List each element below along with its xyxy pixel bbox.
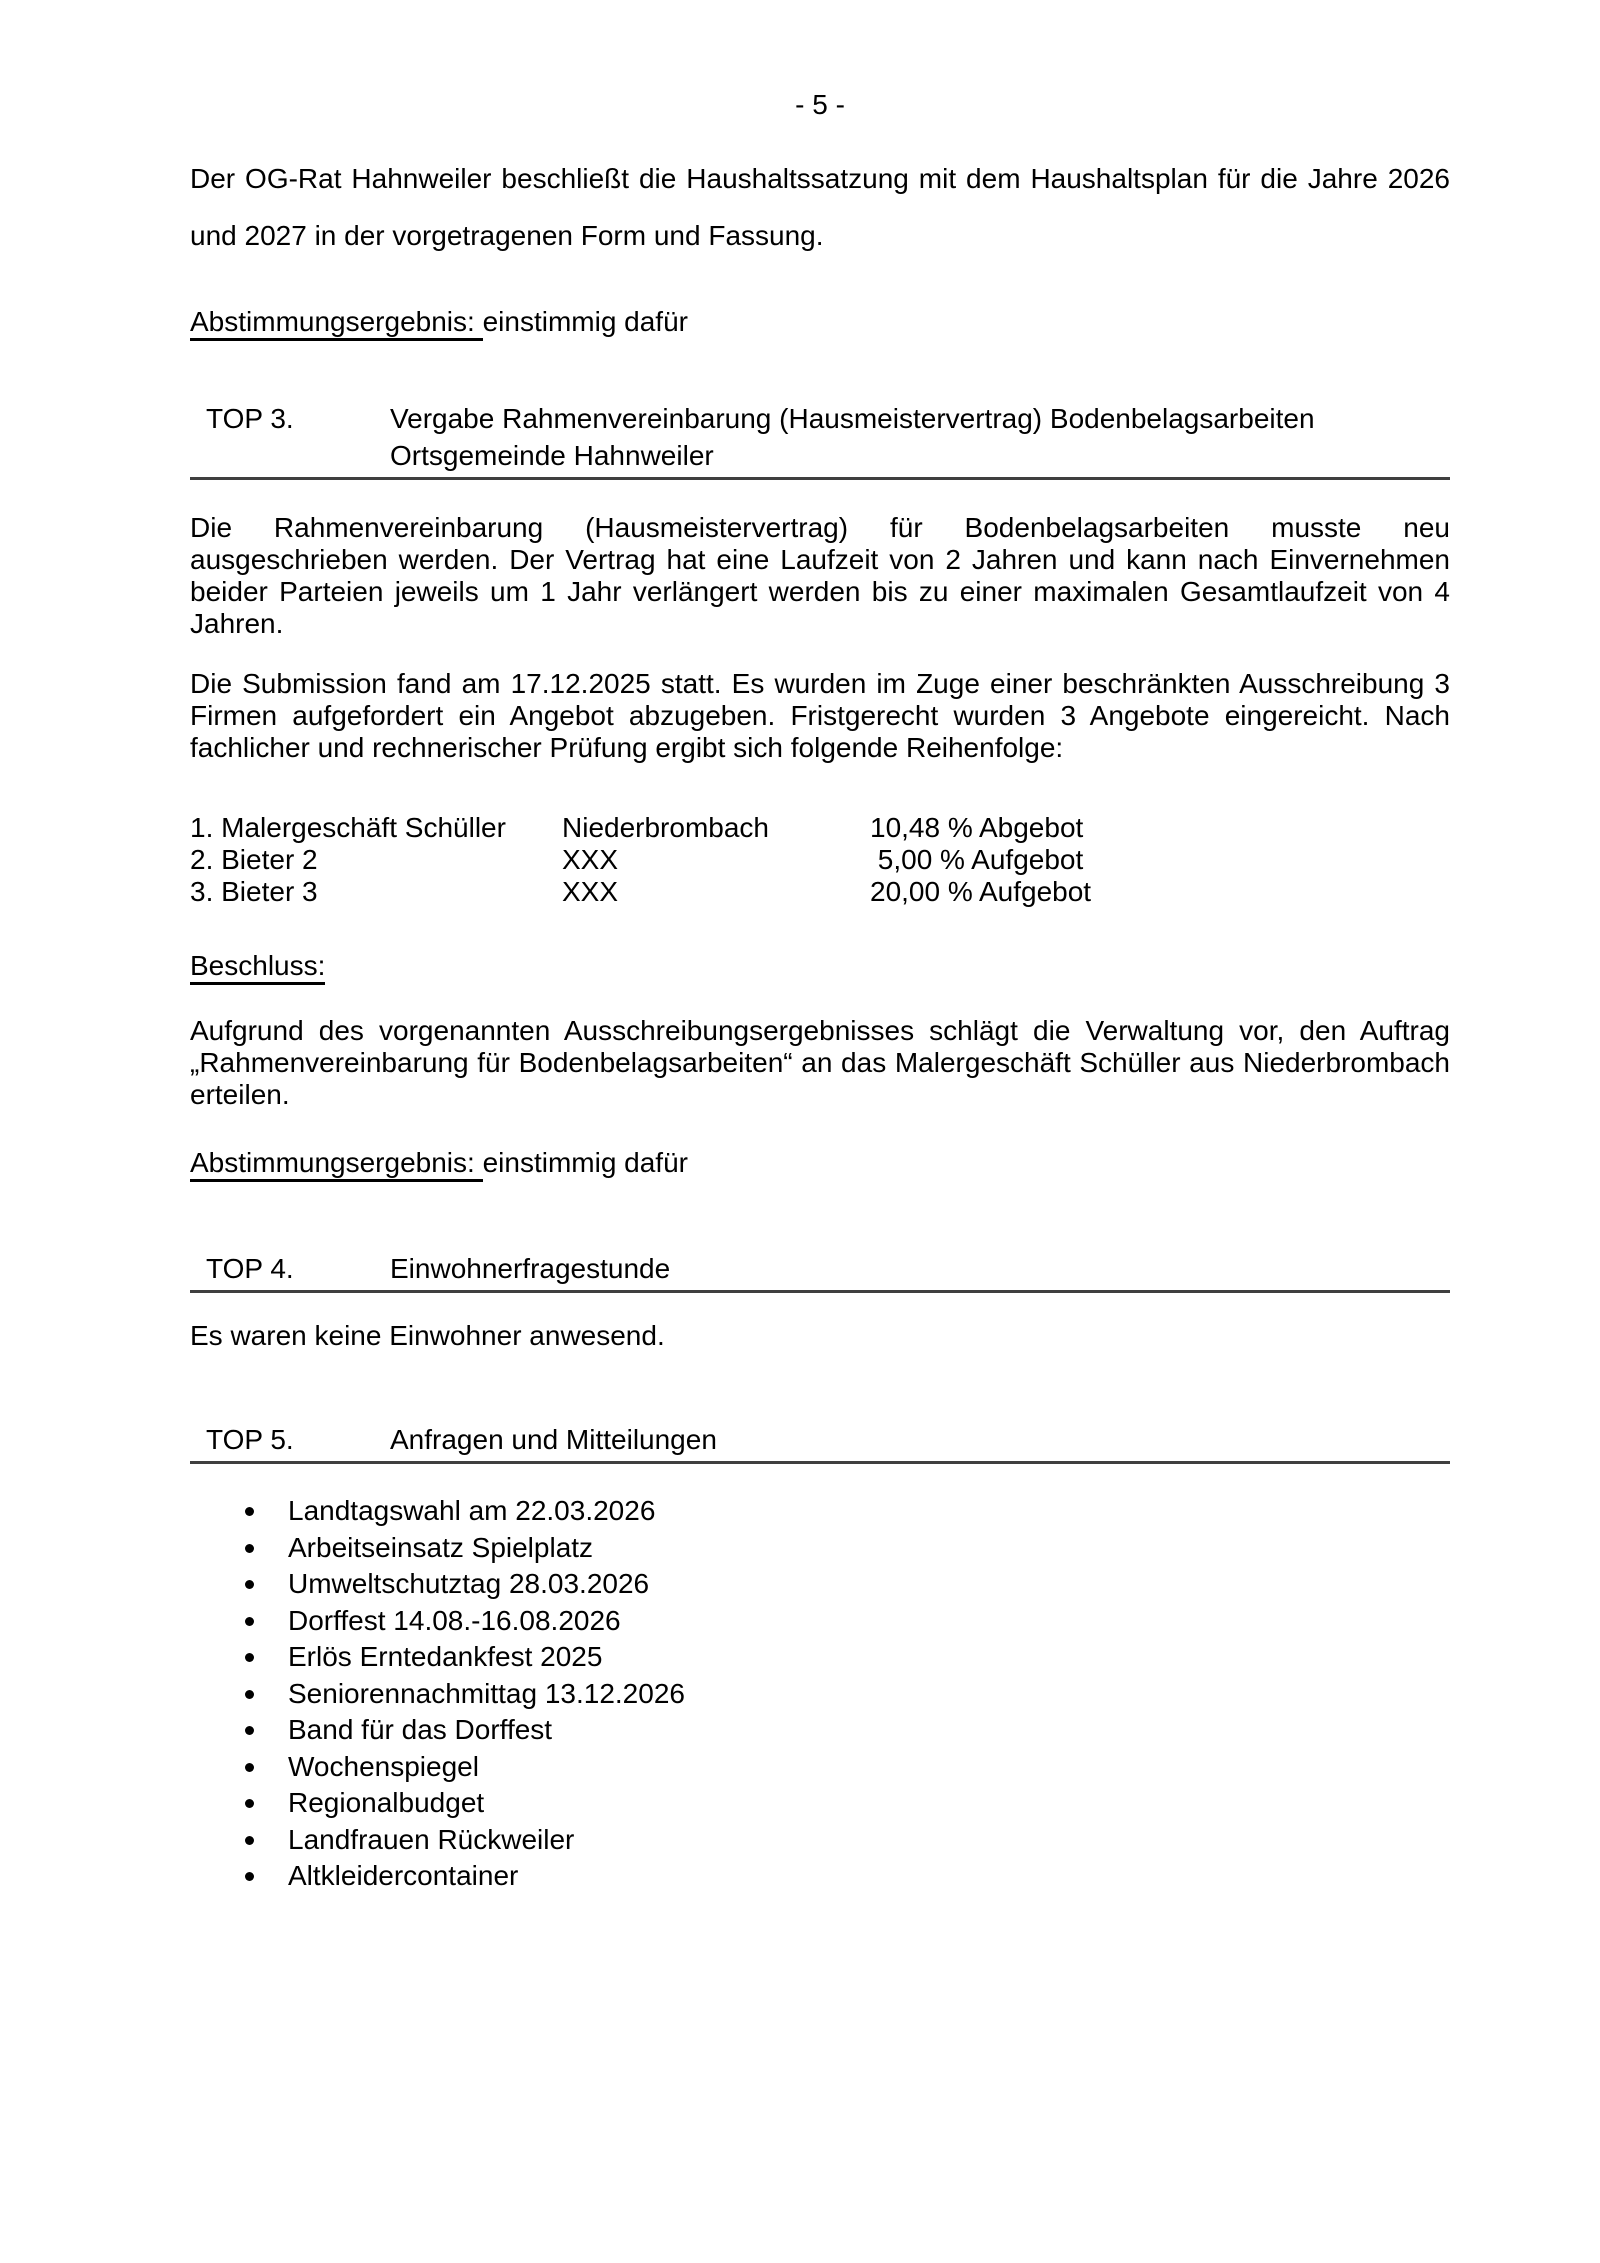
vote-result-line-1: [190, 306, 1450, 338]
bidder-place: XXX: [562, 876, 619, 907]
list-item: Erlös Erntedankfest 2025: [190, 1639, 1450, 1676]
bidder-rank-name: 3. Bieter 3: [190, 876, 318, 907]
beschluss-heading: [190, 950, 1450, 982]
vote-result-value: einstimmig dafür: [482, 306, 688, 337]
list-item: Arbeitseinsatz Spielplatz: [190, 1530, 1450, 1567]
bidder-rank-name: 1. Malergeschäft Schüller: [190, 812, 506, 843]
top3-label: TOP 3.: [206, 403, 294, 434]
bidder-result: 20,00 % Aufgebot: [870, 876, 1092, 907]
top5-heading: [190, 1421, 1450, 1464]
top4-label: TOP 4.: [206, 1253, 294, 1284]
top5-bullet-list: [190, 1493, 1450, 1895]
top3-paragraph-1: Die Rahmenvereinbarung (Hausmeistervertrag) für Bodenbelagsarbeiten musste neu ausgeschrieben werden. Der Vertrag hat eine Laufzeit von 2 Jahren und kann nach Einvernehmen beider Parteien jeweils um 1 Jahr verlängert werden bis zu einer maximalen Gesamtlaufzeit von 4 Jahren.: [190, 512, 1450, 639]
bidder-result: 5,00 % Aufgebot: [870, 844, 1084, 875]
vote-result-label: Abstimmungsergebnis:: [190, 1147, 483, 1182]
list-item: Regionalbudget: [190, 1785, 1450, 1822]
page-number: - 5 -: [795, 89, 845, 120]
list-item: Altkleidercontainer: [190, 1858, 1450, 1895]
top4-paragraph: Es waren keine Einwohner anwesend.: [190, 1320, 665, 1351]
bidder-rank-name: 2. Bieter 2: [190, 844, 318, 875]
top4-heading: [190, 1250, 1450, 1293]
top3-paragraph-2: Die Submission fand am 17.12.2025 statt. Es wurden im Zuge einer beschränkten Ausschreibung 3 Firmen aufgefordert ein Angebot abzugeben. Fristgerecht wurden 3 Angebote eingereicht. Nach fachlicher und rechnerischer Prüfung ergibt sich folgende Reihenfolge:: [190, 668, 1450, 763]
list-item: Band für das Dorffest: [190, 1712, 1450, 1749]
list-item: Landfrauen Rückweiler: [190, 1822, 1450, 1859]
list-item: Seniorennachmittag 13.12.2026: [190, 1676, 1450, 1713]
list-item: Wochenspiegel: [190, 1749, 1450, 1786]
bidder-list: [190, 812, 1450, 908]
top5-title: Anfragen und Mitteilungen: [390, 1424, 717, 1455]
top3-heading: [190, 400, 1450, 480]
bidder-place: XXX: [562, 844, 619, 875]
top5-label: TOP 5.: [206, 1424, 294, 1455]
bidder-result: 10,48 % Abgebot: [870, 812, 1084, 843]
vote-result-line-2: [190, 1147, 1450, 1179]
list-item: Umweltschutztag 28.03.2026: [190, 1566, 1450, 1603]
list-item: Dorffest 14.08.-16.08.2026: [190, 1603, 1450, 1640]
top3-title: Vergabe Rahmenvereinbarung (Hausmeistervertrag) Bodenbelagsarbeiten Ortsgemeinde Hahnweiler: [390, 403, 1315, 471]
beschluss-label: Beschluss:: [190, 950, 325, 985]
beschluss-paragraph: Aufgrund des vorgenannten Ausschreibungsergebnisses schlägt die Verwaltung vor, den Auftrag „Rahmenvereinbarung für Bodenbelagsarbeiten“ an das Malergeschäft Schüller aus Niederbrombach erteilen.: [190, 1015, 1450, 1110]
bidder-place: Niederbrombach: [562, 812, 769, 843]
list-item: Landtagswahl am 22.03.2026: [190, 1493, 1450, 1530]
top4-title: Einwohnerfragestunde: [390, 1253, 671, 1284]
vote-result-label: Abstimmungsergebnis:: [190, 306, 483, 341]
vote-result-value: einstimmig dafür: [482, 1147, 688, 1178]
intro-paragraph: Der OG-Rat Hahnweiler beschließt die Haushaltssatzung mit dem Haushaltsplan für die Jahre 2026 und 2027 in der vorgetragenen Form und Fassung.: [190, 163, 1450, 251]
